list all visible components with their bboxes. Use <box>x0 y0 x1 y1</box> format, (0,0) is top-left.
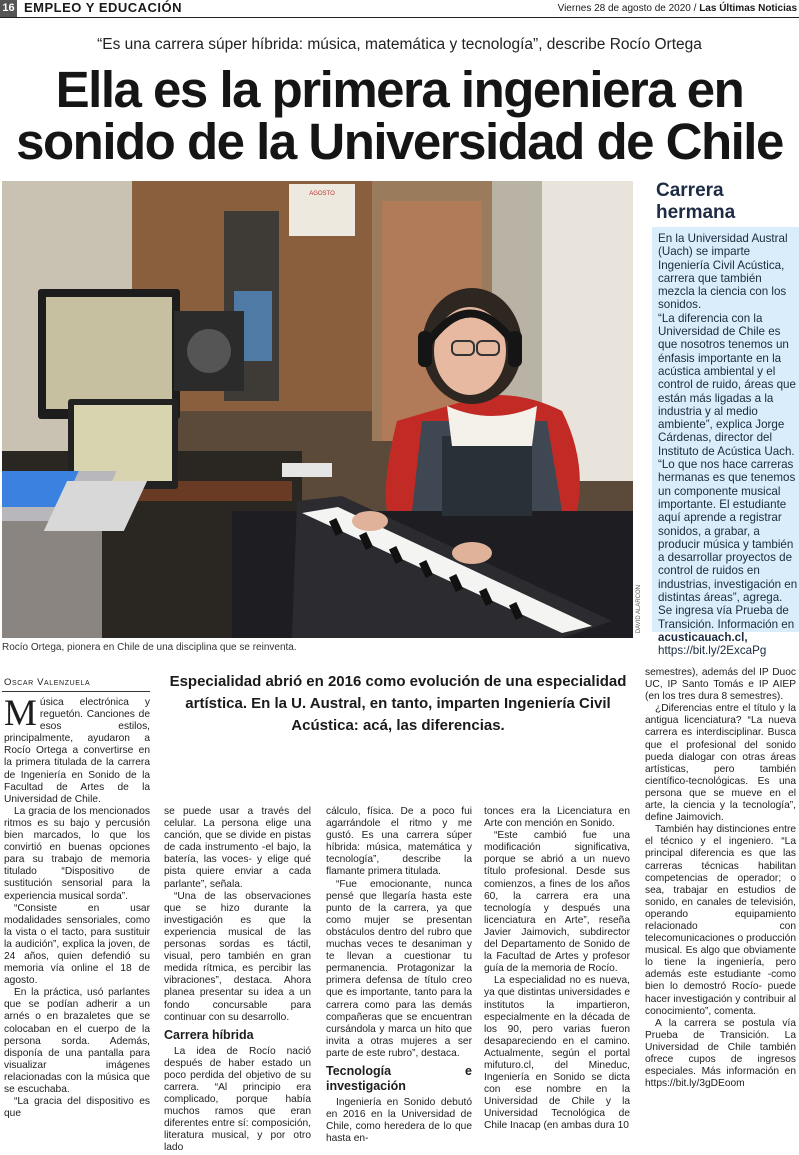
byline-rule <box>2 691 150 692</box>
deck: Especialidad abrió en 2016 como evolución de una especialidad artística. En la U. Austral, en tanto, imparten Ingeniería Civil Acústica: acá, las diferencias. <box>169 673 627 734</box>
body-paragraph: “Una de las observaciones que se hizo durante la investigación es que la experiencia musical de las personas sordas es táctil, visual, pero también en gran medida rítmica, es percibir las vibraciones”, destaca. Ahora planea presentar su idea a un fondo concursable para continuar con su desarrollo. <box>164 890 311 1023</box>
section-title: EMPLEO Y EDUCACIÓN <box>24 0 183 15</box>
article-column-5 <box>645 667 796 1090</box>
body-paragraph: A la carrera se postula vía Prueba de Transición. La Universidad de Chile también ofrece cupos de ingresos especiales. Más información en https://bit.ly/3gDEoom <box>645 1017 796 1090</box>
body-paragraph: La especialidad no es nueva, ya que distintas universidades e institutos la impartieron, especialmente en la década de los 90, pero varias fueron desapareciendo en el camino. Actualmente, según el portal mifuturo.cl, del Mineduc, Ingeniería en Sonido se dicta con ese nombre en la Universidad de Chile y la Universidad Tecnológica de Chile Inacap (en ambas dura 10 <box>484 975 630 1132</box>
body-paragraph: se puede usar a través del celular. La persona elige una canción, que se divide en pistas de cada instrumento -el bajo, la batería, las voces- y elige qué pista quiere enviar a cada parlante”, señala. <box>164 806 311 890</box>
date-text: Viernes 28 de agosto de 2020 / <box>557 3 700 14</box>
page-number: 16 <box>0 0 17 17</box>
body-paragraph: En la práctica, usó parlantes que se podían adherir a un arnés o en brazaletes que se colocaban en el cuerpo de la persona sorda. Además, disponía de una pantalla para visualizar imágenes relacionadas con la música que se escuchaba. <box>4 987 150 1095</box>
body-paragraph: “Consiste en usar modalidades sensoriales, como la vista o el tacto, para sustituir la audición”, explica la joven, de 24 años, quien defendió su memoria vía online el 18 de agosto. <box>4 902 150 987</box>
article-column-3 <box>326 806 472 1145</box>
sidebar-link[interactable]: acusticauach.cl, <box>658 630 748 644</box>
sidebar-title <box>656 180 735 224</box>
body-paragraph: “Este cambió fue una modificación significativa, porque se abrió a un nuevo título profesional. Desde sus comienzos, a fines de los años 60, la carrera era una tecnología y después una licenciatura en Arte”, reseña Javier Jaimovich, subdirector del Departamento de Sonido de la Facultad de Artes y profesor guía de la memoria de Rocío. <box>484 830 630 975</box>
calendar-label: AGOSTO <box>309 191 335 197</box>
sidebar-paragraph: En la Universidad Austral (Uach) se imparte Ingeniería Civil Acústica, carrera que también mezcla la ciencia con los sonidos. <box>658 232 788 312</box>
body-paragraph: tonces era la Licenciatura en Arte con mención en Sonido. <box>484 806 630 830</box>
headline-line-1: Ella es la primera ingeniera en <box>55 61 744 118</box>
body-paragraph: cálculo, física. De a poco fui agarrándole el ritmo y me gustó. Es una carrera súper híbrida: música, matemática y tecnología”, describe la flamante primera titulada. <box>326 806 472 878</box>
body-paragraph: “Fue emocionante, nunca pensé que llegaría hasta este punto de la carrera, ya que como mujer se presentan obstáculos dentro del rubro que muchas veces te desaniman y te llevan a cuestionar tu permanencia. Protagonizar la primera defensa de título creo que es importante, tanto para la carrera como para las demás compañeras que se encuentran cursándola y marca un hito que invita a otras mujeres a ser parte de este rubro”, destaca. <box>326 878 472 1059</box>
sidebar-body <box>658 232 798 658</box>
sidebar-paragraph: “La diferencia con la Universidad de Chile es que nosotros tenemos un énfasis importante en la acústica ambiental y el control de ruido, áreas que están más ligadas a la industria y al medio ambiente”, explica Jorge Cárdenas, director del Instituto de Acústica Uach. <box>658 311 796 458</box>
photo-credit: DAVID ALARCÓN <box>636 585 642 634</box>
lead-text: úsica electrónica y reguetón. Canciones de esos estilos, principalmente, ayudaron a Rocío Ortega a convertirse en la primera titulada de la carrera de Ingeniería en Sonido de la Facultad de Artes de la Universidad de Chile. <box>4 697 150 805</box>
headline-line-2: sonido de la Universidad de Chile <box>16 113 783 170</box>
byline: Oscar Valenzuela <box>4 677 91 688</box>
sidebar-link[interactable]: https://bit.ly/2ExcaPg <box>658 644 767 658</box>
article-column-4 <box>484 806 630 1133</box>
body-paragraph: ¿Diferencias entre el título y la antigua licenciatura? “La nueva carrera es interdisciplinar. Busca que el profesional del sonido pueda dialogar con otras áreas artísticas, pero también científico-tecnológicas. Es una persona que se mueve en el arte, la ciencia y la tecnología”, define Jaimovich. <box>645 703 796 824</box>
photo-illustration <box>2 181 633 638</box>
lead-paragraph <box>4 693 150 806</box>
paper-name: Las Últimas Noticias <box>699 3 797 14</box>
body-paragraph: Ingeniería en Sonido debutó en 2016 en la Universidad de Chile, como heredera de lo que hasta en- <box>326 1096 472 1145</box>
kicker: “Es una carrera súper híbrida: música, matemática y tecnología”, describe Rocío Ortega <box>97 36 702 53</box>
dateline <box>558 2 797 15</box>
body-paragraph: semestres), además del IP Duoc UC, IP Santo Tomás e IP AIEP (en los tres dura 8 semestres). <box>645 667 796 703</box>
drop-cap: M <box>4 693 37 734</box>
photo-caption: Rocío Ortega, pionera en Chile de una disciplina que se reinventa. <box>2 642 297 653</box>
sidebar-paragraph: “Lo que nos hace carreras hermanas es que tenemos un componente musical importante. El estudiante aquí aprende a registrar sonidos, a grabar, a producir música y también a desarrollar proyectos de control de ruidos en industrias, investigación en distintas áreas”, agrega. Se ingresa vía Prueba de Transición. Información en <box>658 458 798 631</box>
body-paragraph: La gracia de los mencionados ritmos es su bajo y percusión bien marcados, lo que los convirtió en buenas opciones para su trabajo de memoria titulado “Dispositivo de sustitución sensorial para la experiencia musical sorda”. <box>4 805 150 902</box>
subheading: Tecnología e investigación <box>326 1063 472 1093</box>
body-paragraph: También hay distinciones entre el técnico y el ingeniero. “La principal diferencia es que las carreras técnicas habilitan competencias de operador; o sea, trabajar en estudios de sonido, en canales de televisión, operando equipamiento relacionado con telecomunicaciones o producción musical. Es algo que obviamente lo tiene la ingeniería, pero además este estudiante -como bien lo demostró Rocío- puede hacer investigación y contribuir al conocimiento”, comenta. <box>645 824 796 1017</box>
article-column-2 <box>164 806 311 1155</box>
sidebar-title-line-2: hermana <box>656 202 736 223</box>
body-paragraph: La idea de Rocío nació después de haber estado un poco perdida del objetivo de su carrera. “Al principio era complicado, porque había muchos ramos que eran diferentes entre sí: composición, literatura musical, y por otro lado <box>164 1045 311 1154</box>
sidebar-title-line-1: Carrera <box>656 180 724 201</box>
body-paragraph: “La gracia del dispositivo es que <box>4 1096 150 1120</box>
main-photo <box>2 181 633 638</box>
subheading: Carrera híbrida <box>164 1027 254 1042</box>
headline <box>0 61 799 170</box>
article-column-1 <box>4 693 150 1120</box>
